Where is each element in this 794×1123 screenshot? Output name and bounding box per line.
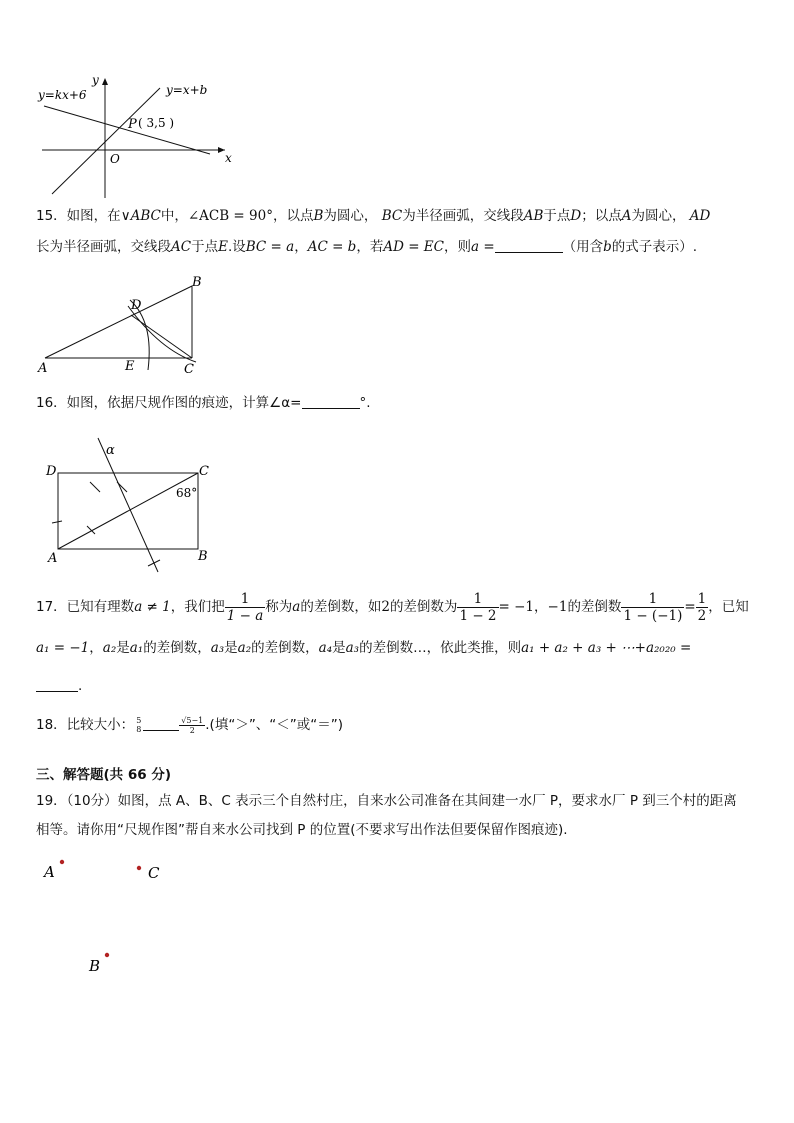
q17-line1: 17．已知有理数a ≠ 1，我们把 $\frac{1}{1 - a}$ 称为a的差倒数，如2的差倒数为 $\frac{1}{1 - 2}$ = −1，−1的差倒数 $\frac{1}{1 - (-1)}$ = $\frac{1}{2}$ ，已知 <box>36 590 749 624</box>
fig16-label-d: D <box>46 464 57 479</box>
village-b-dot <box>105 953 109 957</box>
fig15-label-a: A <box>38 361 48 376</box>
q18-fraction-right: $\frac{√5-1}{2}$ <box>181 715 204 735</box>
origin-label: O <box>110 152 120 166</box>
fig16-label-alpha: α <box>106 443 115 458</box>
fig15-label-b: B <box>192 275 202 290</box>
q17-fraction-half: $\frac{1}{2}$ <box>697 590 707 624</box>
village-c-label: C <box>148 864 160 882</box>
q17-answer-blank[interactable] <box>36 677 78 692</box>
y-axis-label: y <box>92 73 99 87</box>
q15-line2: 长为半径画弧，交线段AC于点E.设BC = a，AC = b，若AD = EC，则a = （用含b的式子表示）. <box>36 239 698 255</box>
q17-fraction-example1: $\frac{1}{1 - 2}$ <box>459 590 497 624</box>
fig15-label-d: D <box>131 298 142 313</box>
fig16-rectangle <box>40 430 220 575</box>
point-p-label: P <box>128 117 137 132</box>
section-heading: 三、解答题(共 66 分) <box>36 767 172 783</box>
fig15-triangle <box>30 270 230 380</box>
fig16-label-c: C <box>199 464 209 479</box>
q17-fraction-def: $\frac{1}{1 - a}$ <box>226 590 264 624</box>
fig16-label-a: A <box>48 551 58 566</box>
q15-line1: 15．如图，在∨ABC中，∠ACB = 90°，以点B为圆心， BC为半径画弧，交线段AB于点D；以点A为圆心， AD <box>36 208 711 224</box>
eq2-label: y=x+b <box>166 83 208 97</box>
fig16-label-b: B <box>198 549 208 564</box>
q19-line2: 相等。请你用“尺规作图”帮自来水公司找到 P 的位置(不要求写出作法但要保留作图痕迹). <box>36 822 568 838</box>
village-a-dot <box>60 860 64 864</box>
x-axis-label: x <box>225 151 232 165</box>
fig15-label-c: C <box>184 362 194 377</box>
q17-fraction-example2: $\frac{1}{1 - (-1)}$ <box>623 590 683 624</box>
village-b-label: B <box>89 957 101 975</box>
fig15-label-e: E <box>125 359 135 374</box>
fig16-label-angle: 68° <box>176 486 198 500</box>
q16-answer-blank[interactable] <box>302 394 360 409</box>
village-a-label: A <box>44 863 55 881</box>
q18-fraction-left: 5 8 <box>136 716 142 734</box>
q15-answer-blank[interactable] <box>495 238 563 253</box>
q19-line1: 19．（10分）如图，点 A、B、C 表示三个自然村庄，自来水公司准备在其间建一水厂 P，要求水厂 P 到三个村的距离 <box>36 793 737 809</box>
q17-line2: a₁ = −1，a₂是a₁的差倒数，a₃是a₂的差倒数，a₄是a₃的差倒数…，依此类推，则a₁ + a₂ + a₃ + ⋯+a₂₀₂₀ = <box>36 640 692 656</box>
q18-answer-blank[interactable] <box>143 720 179 731</box>
q16-text: 16．如图，依据尺规作图的痕迹，计算∠α= °. <box>36 395 371 411</box>
village-c-dot <box>137 866 141 870</box>
fig14-graph <box>30 70 250 200</box>
q18-text: 18．比较大小： 5 8 $\frac{√5-1}{2}$ .(填“＞”、“＜”或“＝”) <box>36 715 344 735</box>
fig19-villages <box>35 852 205 982</box>
eq1-label: y=kx+6 <box>38 88 87 102</box>
q17-line3: . <box>36 676 82 696</box>
point-p-coords: ( 3,5 ) <box>138 116 175 130</box>
